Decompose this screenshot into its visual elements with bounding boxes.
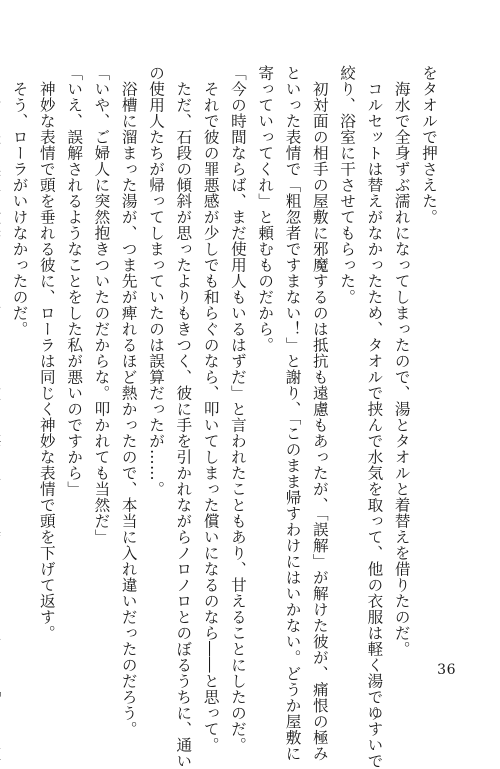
text-line: 海水で全身ずぶ濡れになってしまったので、湯とタオルと着替えを借りたのだ。: [392, 65, 411, 657]
text-line: それで彼の罪悪感が少しでも和らぐのなら、叩いてしまった償いになるのなら――と思って。: [201, 65, 220, 753]
text-line: 浴槽に溜まった湯が、つま先が痺れるほど熱かったので、本当に入れ違いだったのだろう。: [119, 65, 138, 737]
text-line: といった表情で「粗忽者ですまない！」と謝り、「このまま帰すわけにはいかない。どうか屋敷に: [283, 65, 302, 762]
text-line: [0, 65, 5, 613]
page-number: 36: [437, 662, 456, 678]
text-line: の使用人たちが帰ってしまっていたのは誤算だったが……。: [147, 65, 166, 497]
text-line: ただ、石段の傾斜が思ったよりもきつく、彼に手を引かれながらノロノロとのぼるうちに、通い: [174, 65, 193, 769]
text-line: 神妙な表情で頭を垂れる彼に、ローラは同じく神妙な表情で頭を下げて返す。: [37, 65, 56, 641]
text-line: 「いえ、誤解されるようなことをした私が悪いのですから」: [65, 65, 84, 497]
text-line: 「いや、ご婦人に突然抱きついたのだからな。叩かれても当然だ」: [92, 65, 111, 545]
text-line: そう、ローラがいけなかったのだ。: [10, 65, 29, 337]
text-line: 初対面の相手の屋敷に邪魔するのは抵抗も遠慮もあったが、「誤解」が解けた彼が、痛恨の極み: [310, 65, 329, 762]
text-line: 絞り、浴室に干させてもらった。: [338, 65, 357, 305]
text-line: 「今の時間ならば、まだ使用人もいるはずだ」と言われたこともあり、甘えることにしたのだ。: [228, 65, 247, 753]
text-line: 寄っていってくれ」と頼むものだから。: [256, 65, 275, 353]
text-line: をタオルで押さえた。: [420, 65, 438, 225]
body-text: [0, 65, 442, 769]
text-line: コルセットは替えがなかったため、タオルで挟んで水気を取って、他の衣服は軽く湯でゆすいで: [365, 65, 384, 769]
